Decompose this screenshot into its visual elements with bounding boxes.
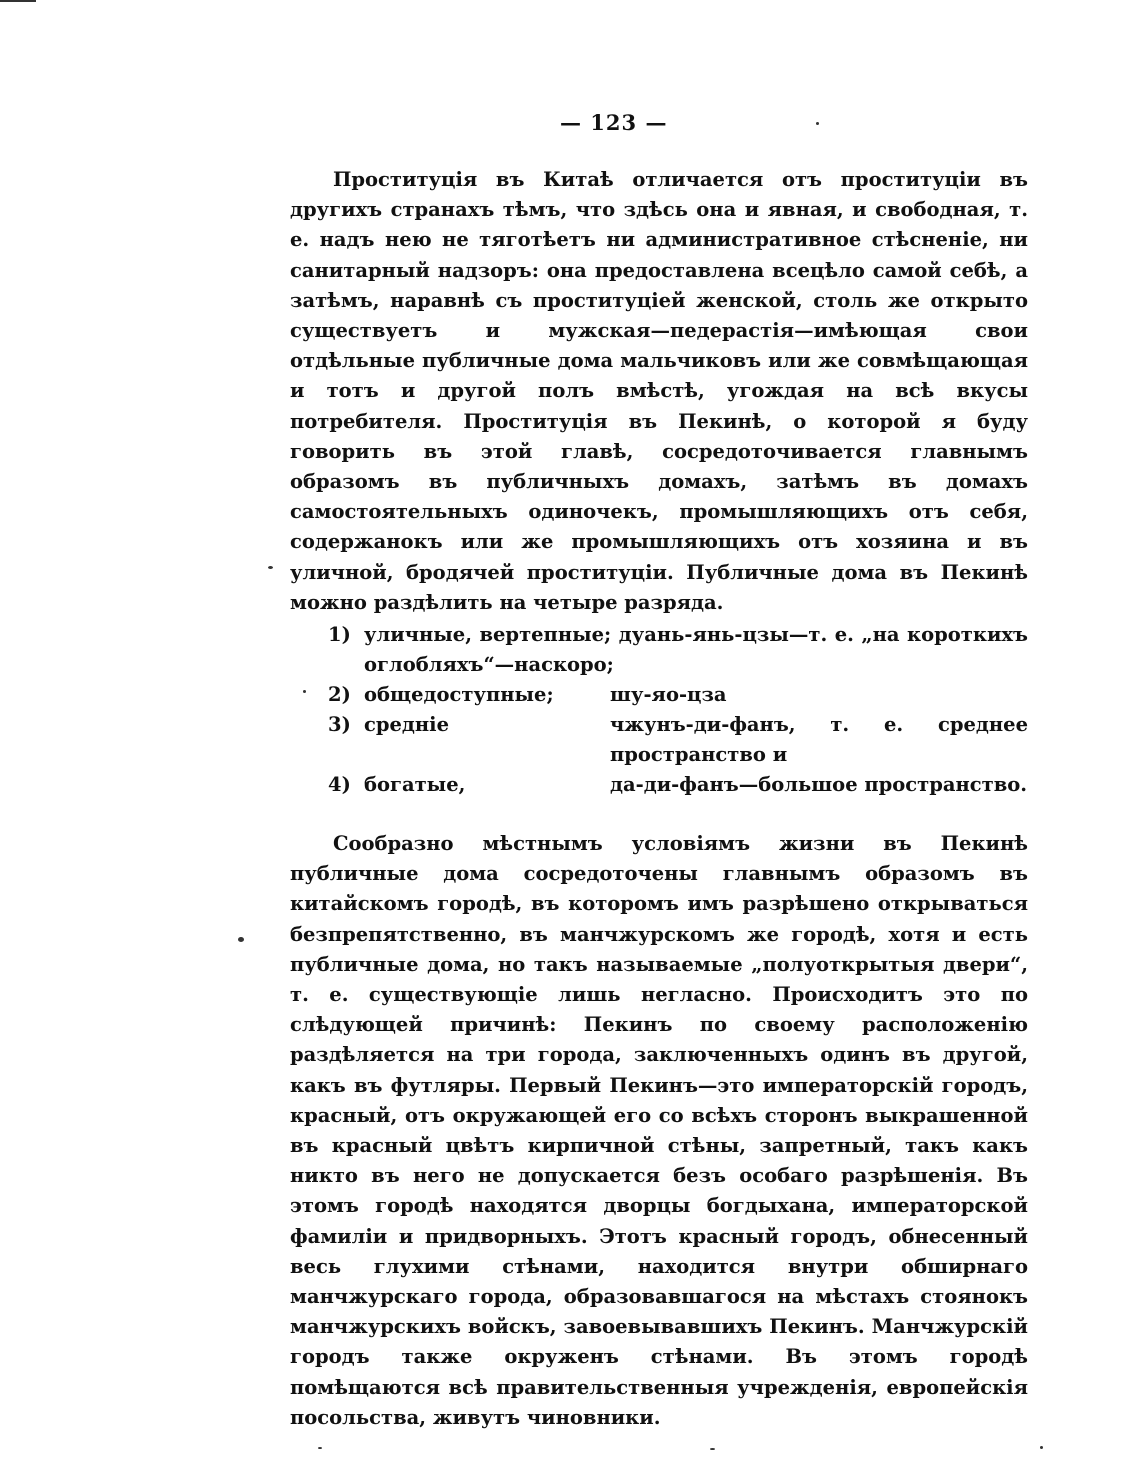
list-item-chinese-name: да-ди-фанъ—большое пространство. xyxy=(610,773,1028,796)
list-item-number: 4) xyxy=(328,773,351,796)
scan-speck xyxy=(710,1448,715,1450)
list-item-text: уличные, вертепные; дуань-янь-цзы—т. е. „на короткихъ оглобляхъ“—наскоро; xyxy=(364,623,1028,676)
brothel-classes-list xyxy=(328,620,1028,800)
page-number: — 123 — xyxy=(560,110,668,135)
list-item-number: 3) xyxy=(328,713,351,736)
scan-speck xyxy=(318,1447,322,1449)
scan-edge-mark xyxy=(0,0,36,2)
scan-speck xyxy=(1040,1446,1043,1449)
list-item-number: 1) xyxy=(328,623,351,646)
list-item-2 xyxy=(328,680,1028,710)
list-item-category: богатые, xyxy=(364,773,466,796)
scan-speck xyxy=(268,566,273,569)
scan-speck xyxy=(303,690,306,693)
list-item-category: общедоступные; xyxy=(364,683,554,706)
paragraph-1: Проституція въ Китаѣ отличается отъ проституціи въ другихъ странахъ тѣмъ, что здѣсь она и явная, и свободная, т. е. надъ нею не тяготѣетъ ни административное стѣсненіе, ни санитарный надзоръ: она предоставлена всецѣло самой себѣ, а затѣмъ, наравнѣ съ проституціей женской, столь же открыто существуетъ и мужская—педерастія—имѣющая свои отдѣльные публичные дома мальчиковъ или же совмѣщающая и тотъ и другой полъ вмѣстѣ, угождая на всѣ вкусы потребителя. Проституція въ Пекинѣ, о которой я буду говорить въ этой главѣ, сосредоточивается главнымъ образомъ въ публичныхъ домахъ, затѣмъ въ домахъ самостоятельныхъ одиночекъ, промышляющихъ отъ себя, содержанокъ или же промышляющихъ отъ хозяина и въ уличной, бродячей проституціи. Публичные дома въ Пекинѣ можно раздѣлить на четыре разряда. xyxy=(290,168,1028,614)
list-item-chinese-name: чжунъ-ди-фанъ, т. е. среднее пространство и xyxy=(610,713,1028,766)
list-item-category: средніе xyxy=(364,713,449,736)
scan-speck xyxy=(238,937,244,942)
list-item-4 xyxy=(328,770,1028,800)
scan-speck xyxy=(816,122,819,125)
list-item-number: 2) xyxy=(328,683,351,706)
paragraph-2: Сообразно мѣстнымъ условіямъ жизни въ Пекинѣ публичные дома сосредоточены главнымъ образомъ въ китайскомъ городѣ, въ которомъ имъ разрѣшено открываться безпрепятственно, въ манчжурскомъ же городѣ, хотя и есть публичные дома, но такъ называемые „полуоткрытыя двери“, т. е. существующіе лишь негласно. Происходитъ это по слѣдующей причинѣ: Пекинъ по своему расположенію раздѣляется на три города, заключенныхъ одинъ въ другой, какъ въ футляры. Первый Пекинъ—это императорскій городъ, красный, отъ окружающей его со всѣхъ сторонъ выкрашенной въ красный цвѣтъ кирпичной стѣны, запретный, такъ какъ никто въ него не допускается безъ особаго разрѣшенія. Въ этомъ городѣ находятся дворцы богдыхана, императорской фамиліи и придворныхъ. Этотъ красный городъ, обнесенный весь глухими стѣнами, находится внутри обширнаго манчжурскаго города, образовавшагося на мѣстахъ стоянокъ манчжурскихъ войскъ, завоевывавшихъ Пекинъ. Манчжурскій городъ также окруженъ стѣнами. Въ этомъ городѣ помѣщаются всѣ правительственныя учрежденія, европейскія посольства, живутъ чиновники. xyxy=(290,832,1028,1429)
list-item-chinese-name: шу-яо-цза xyxy=(610,683,727,706)
list-item-1 xyxy=(328,620,1028,680)
list-item-3 xyxy=(328,710,1028,770)
